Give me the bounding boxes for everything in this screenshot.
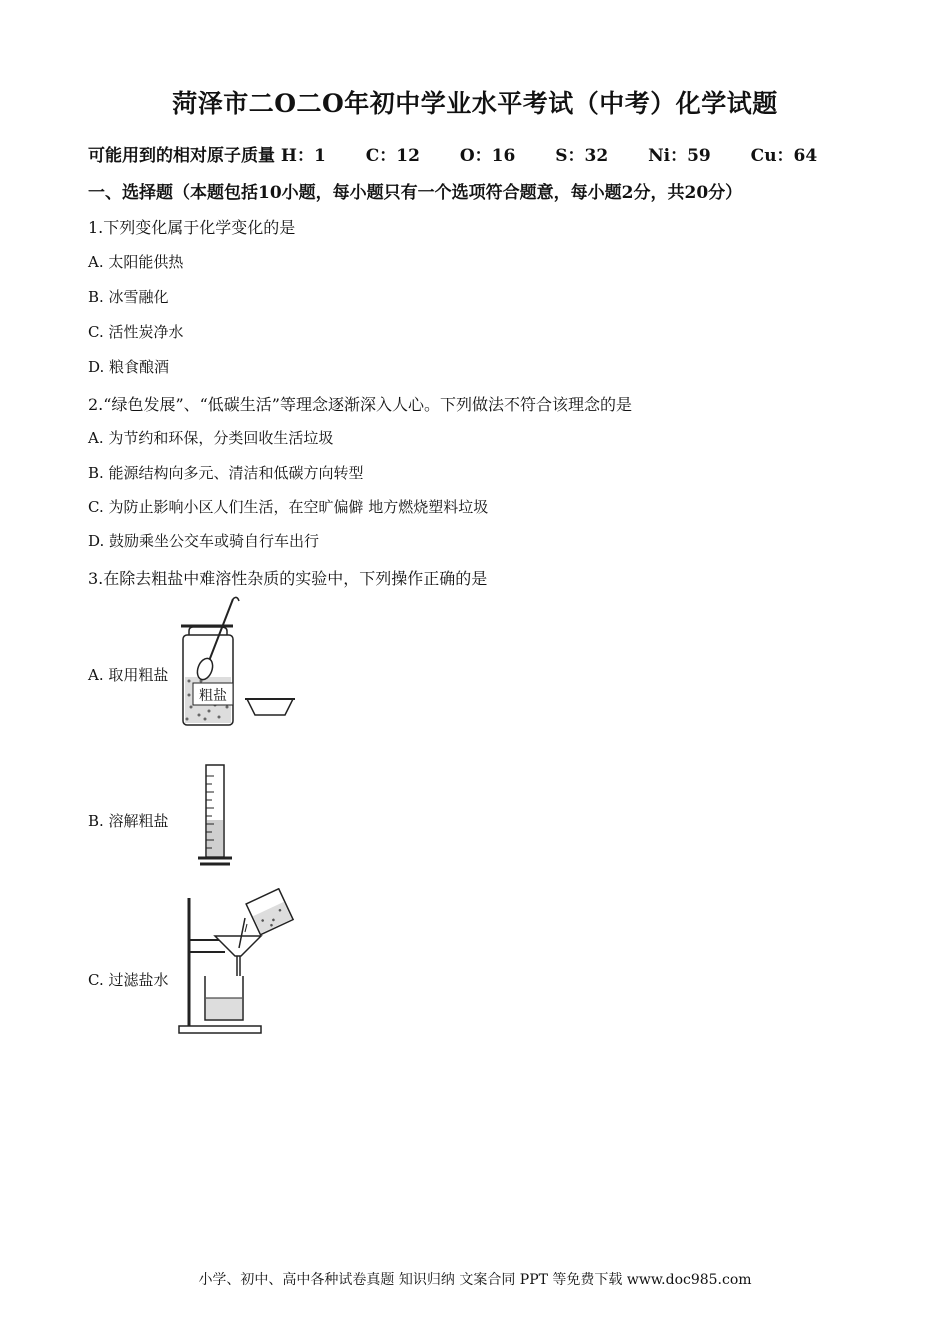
page-title: 菏泽市二O二O年初中学业水平考试（中考）化学试题 [172, 89, 778, 118]
mass-o: O：16 [459, 146, 516, 166]
mass-s: S：32 [555, 146, 609, 166]
question-2-stem: 2.“绿色发展”、“低碳生活”等理念逐渐深入人心。下列做法不符合该理念的是 [88, 395, 632, 414]
figure-graduated-cylinder [196, 762, 236, 870]
mass-cu: Cu：64 [750, 146, 818, 166]
atomic-mass-line [88, 141, 817, 166]
question-2-option-d: D. 鼓励乘坐公交车或骑自行车出行 [88, 532, 320, 550]
section-heading: 一、选择题（本题包括10小题，每小题只有一个选项符合题意，每小题2分，共20分） [88, 183, 743, 203]
question-1-option-d: D. 粮食酿酒 [88, 358, 170, 376]
question-2-option-b: B. 能源结构向多元、清洁和低碳方向转型 [88, 464, 364, 482]
question-1-stem: 1.下列变化属于化学变化的是 [88, 218, 296, 237]
mass-h: H：1 [280, 146, 326, 166]
question-3-stem: 3.在除去粗盐中难溶性杂质的实验中，下列操作正确的是 [88, 569, 488, 588]
question-1-option-a: A. 太阳能供热 [88, 253, 184, 271]
question-3-option-a: A. 取用粗盐 [88, 666, 169, 684]
question-1-option-b: B. 冰雪融化 [88, 288, 169, 306]
page-footer: 小学、初中、高中各种试卷真题 知识归纳 文案合同 PPT 等免费下载 www.doc985.com [198, 1272, 752, 1288]
question-3-option-b: B. 溶解粗盐 [88, 812, 169, 830]
question-1-option-c: C. 活性炭净水 [88, 323, 184, 341]
question-2-option-a: A. 为节约和环保，分类回收生活垃圾 [88, 429, 334, 447]
question-2-option-c: C. 为防止影响小区人们生活，在空旷偏僻 地方燃烧塑料垃圾 [88, 498, 489, 516]
mass-ni: Ni：59 [648, 146, 711, 166]
question-3-option-c: C. 过滤盐水 [88, 971, 169, 989]
figure-filtration [175, 888, 300, 1038]
figure-take-salt [175, 595, 300, 730]
salt-label: 粗盐 [199, 688, 227, 704]
mass-c: C：12 [365, 146, 420, 166]
atomic-mass-label: 可能用到的相对原子质量 [88, 146, 275, 166]
